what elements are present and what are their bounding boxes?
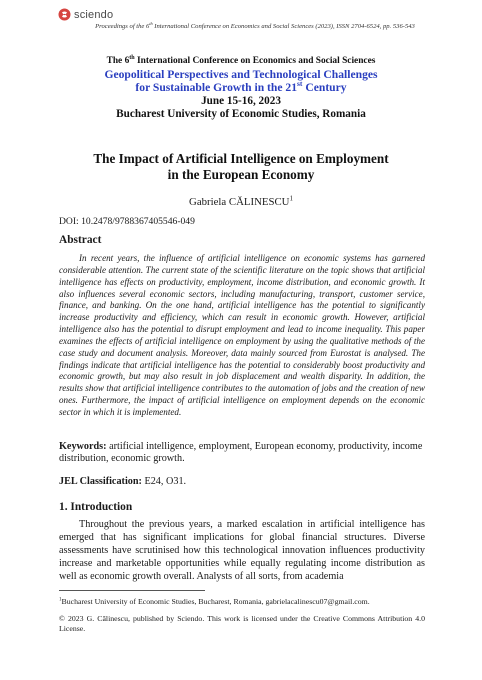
introduction-text: Throughout the previous years, a marked escalation in artificial intelligence has emerged that has significant implications for global financial structures. Diverse assessments have scrutinised how this technological innovation influences productivity increase and marketable opportunities while equally regulating income distribution as well as economic growth overall. Analysts of all sorts, from academia: [59, 519, 425, 583]
paper-title-line1: The Impact of Artificial Intelligence on Employment: [93, 151, 389, 166]
conference-venue: Bucharest University of Economic Studies, Romania: [116, 108, 366, 120]
keywords: [59, 441, 425, 466]
conference-dates: June 15-16, 2023: [201, 95, 281, 107]
abstract-heading: Abstract: [59, 234, 102, 246]
author-name: Gabriela CĂLINESCU$^1$: [189, 194, 293, 208]
keywords-label: Keywords:: [59, 441, 107, 452]
jel-classification: [59, 476, 425, 487]
sciendo-logo-icon: [58, 8, 71, 21]
jel-codes: E24, O31.: [141, 476, 187, 487]
conference-name: The 6th International Conference on Economics and Social Sciences: [106, 54, 376, 66]
conference-theme-line2: for Sustainable Growth in the 21st Century: [135, 79, 347, 94]
jel-label: JEL Classification:: [59, 476, 142, 487]
author-footnote-mark: 1: [289, 194, 293, 203]
footnote: $^1$Bucharest University of Economic Studies, Bucharest, Romania, gabrielacalinescu07@gmail.com.: [59, 596, 370, 606]
doi: DOI: 10.2478/9788367405546-049: [59, 216, 195, 227]
introduction-heading: 1. Introduction: [59, 501, 133, 513]
abstract-text: In recent years, the influence of artificial intelligence on economic systems has garnered considerable attention. The current state of the scientific literature on the topic shows that artificial intelligence has effects on productivity, employment, income distribution, and economic growth. It also influences several economic sectors, including manufacturing, transport, customer service, finance, and banking. On the one hand, artificial intelligence has the potential to significantly increase productivity and efficiency, which can result in economic growth. However, artificial intelligence also has the potential to disrupt employment and lead to income inequality. This paper examines the effects of artificial intelligence on employment by using the qualitative methods of the case study and document analysis. Moreover, data mainly sourced from Eurostat is analysed. The findings indicate that artificial intelligence has the potential to considerably boost productivity and economic growth, but may also result in job displacement and wealth disparity. In addition, the results show that artificial intelligence contributes to the automation of jobs and the creation of new ones. Furthermore, the impact of artificial intelligence on employment depends on the economic sector in which it is implemented.: [59, 253, 425, 417]
logo-text: sciendo: [74, 8, 114, 21]
footnote-divider: [59, 590, 205, 591]
paper-title-line2: in the European Economy: [167, 167, 315, 182]
conference-theme-line1: Geopolitical Perspectives and Technological Challenges: [104, 68, 378, 81]
sciendo-logo: [58, 8, 113, 21]
proceedings-line: Proceedings of the 6th International Conference on Economics and Social Sciences (2023), ISSN 2704-6524, pp. 536-543: [95, 20, 415, 30]
keywords-text: artificial intelligence, employment, European economy, productivity, income distribution, economic growth.: [59, 441, 423, 465]
copyright-notice: © 2023 G. Călinescu, published by Sciendo. This work is licensed under the Creative Commons Attribution 4.0 License.: [59, 614, 425, 634]
